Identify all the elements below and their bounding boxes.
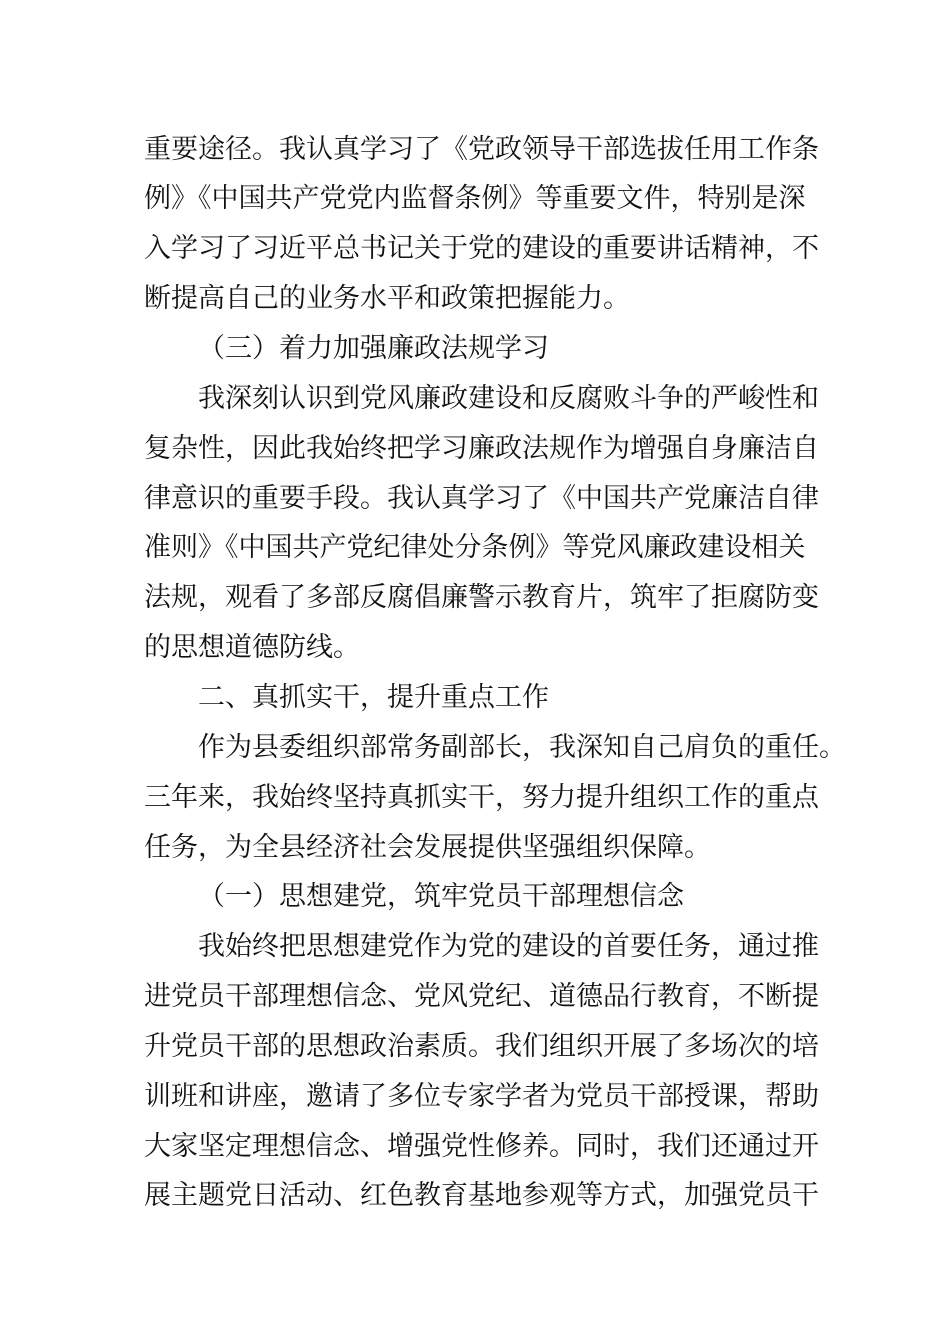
text-line: 重要途径。我认真学习了《党政领导干部选拔任用工作条 <box>144 134 819 165</box>
text-line: 入学习了习近平总书记关于党的建设的重要讲话精神，不 <box>144 233 819 264</box>
text-line: 例》《中国共产党党内监督条例》等重要文件，特别是深 <box>144 183 806 214</box>
text-line: 律意识的重要手段。我认真学习了《中国共产党廉洁自律 <box>144 483 819 514</box>
text-line: 复杂性，因此我始终把学习廉政法规作为增强自身廉洁自 <box>144 433 819 464</box>
text-line: 升党员干部的思想政治素质。我们组织开展了多场次的培 <box>144 1031 819 1062</box>
text-line: 法规，观看了多部反腐倡廉警示教育片，筑牢了拒腐防变 <box>144 582 819 613</box>
text-line: 训班和讲座，邀请了多位专家学者为党员干部授课，帮助 <box>144 1081 819 1112</box>
section-heading: 二、真抓实干，提升重点工作 <box>198 682 549 713</box>
text-line: 大家坚定理想信念、增强党性修养。同时，我们还通过开 <box>144 1131 819 1162</box>
text-line: 我始终把思想建党作为党的建设的首要任务，通过推 <box>198 931 819 962</box>
text-line: 我深刻认识到党风廉政建设和反腐败斗争的严峻性和 <box>198 383 819 414</box>
text-line: 展主题党日活动、红色教育基地参观等方式，加强党员干 <box>144 1180 819 1211</box>
section-heading: （一）思想建党，筑牢党员干部理想信念 <box>198 881 684 912</box>
text-line: 任务，为全县经济社会发展提供坚强组织保障。 <box>144 832 711 863</box>
text-line: 作为县委组织部常务副部长，我深知自己肩负的重任。 <box>198 732 846 763</box>
section-heading: （三）着力加强廉政法规学习 <box>198 333 549 364</box>
text-line: 三年来，我始终坚持真抓实干，努力提升组织工作的重点 <box>144 782 819 813</box>
text-line: 进党员干部理想信念、党风党纪、道德品行教育，不断提 <box>144 981 819 1012</box>
text-line: 的思想道德防线。 <box>144 632 360 663</box>
text-line: 准则》《中国共产党纪律处分条例》等党风廉政建设相关 <box>144 532 806 563</box>
text-line: 断提高自己的业务水平和政策把握能力。 <box>144 283 630 314</box>
